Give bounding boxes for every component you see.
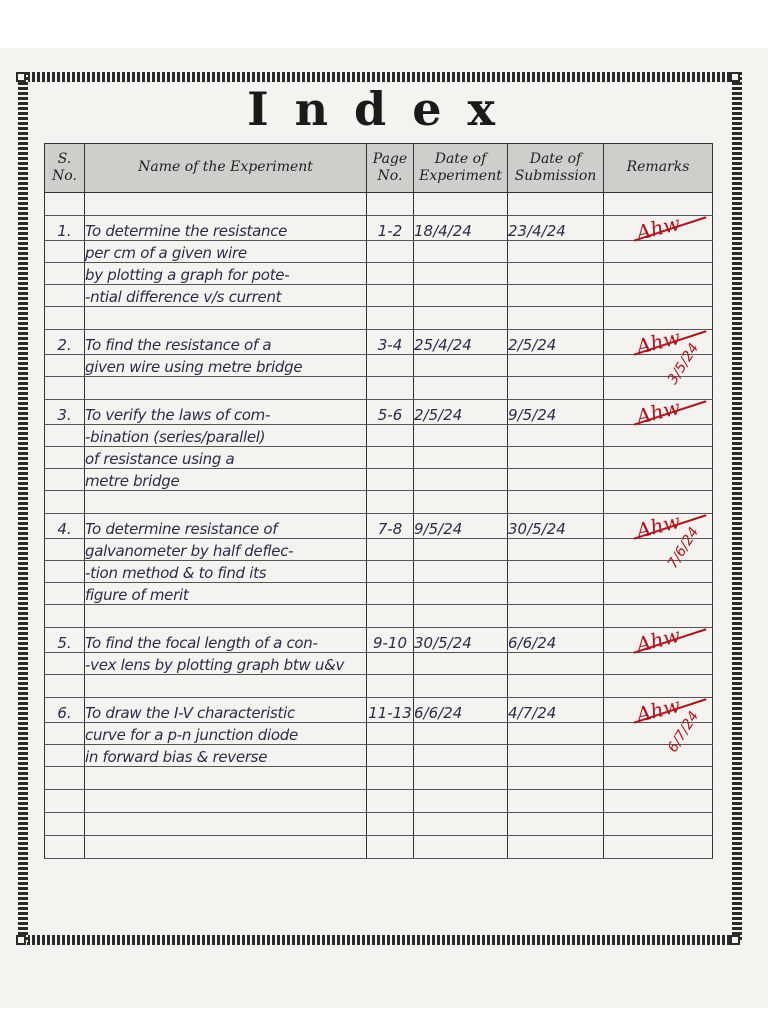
blank-cell: [508, 836, 604, 859]
blank-cell: [367, 377, 414, 400]
blank-cell: [604, 605, 713, 628]
sno-cell: [45, 285, 85, 307]
signature-date: 6/7/24: [664, 708, 703, 756]
blank-cell: [367, 193, 414, 216]
date-of-experiment-cell: [414, 653, 508, 675]
date-of-experiment-cell: [414, 539, 508, 561]
blank-cell: [367, 491, 414, 514]
table-row: [45, 469, 713, 491]
blank-cell: [604, 193, 713, 216]
table-row: [45, 400, 713, 425]
blank-cell: [414, 307, 508, 330]
sno-cell: [45, 723, 85, 745]
remarks-cell: [604, 241, 713, 263]
date-of-experiment-cell: 18/4/24: [414, 216, 508, 241]
date-of-submission-cell: [508, 539, 604, 561]
sno-cell: 1.: [45, 216, 85, 241]
experiment-name-line: in forward bias & reverse: [85, 745, 367, 767]
date-of-experiment-cell: [414, 355, 508, 377]
date-of-experiment-cell: 2/5/24: [414, 400, 508, 425]
date-of-experiment-cell: [414, 583, 508, 605]
date-of-submission-cell: [508, 723, 604, 745]
experiment-name-line: To draw the I-V characteristic: [85, 698, 367, 723]
experiment-name-line: To find the focal length of a con-: [85, 628, 367, 653]
date-of-experiment-cell: 25/4/24: [414, 330, 508, 355]
experiment-name-line: galvanometer by half deflec-: [85, 539, 367, 561]
sno-cell: [45, 653, 85, 675]
experiment-name-line: To verify the laws of com-: [85, 400, 367, 425]
blank-cell: [414, 605, 508, 628]
blank-cell: [85, 790, 367, 813]
teacher-signature: Ahw: [633, 622, 683, 658]
date-of-submission-cell: [508, 355, 604, 377]
remarks-cell: [604, 745, 713, 767]
sno-cell: 6.: [45, 698, 85, 723]
date-of-experiment-cell: [414, 447, 508, 469]
blank-row: [45, 377, 713, 400]
date-of-submission-cell: 23/4/24: [508, 216, 604, 241]
page-number-cell: [367, 539, 414, 561]
blank-cell: [45, 377, 85, 400]
date-of-submission-cell: 9/5/24: [508, 400, 604, 425]
date-of-experiment-cell: 9/5/24: [414, 514, 508, 539]
blank-cell: [508, 491, 604, 514]
remarks-cell: [604, 210, 713, 246]
teacher-signature: Ahw: [633, 692, 683, 728]
page-number-cell: [367, 723, 414, 745]
date-of-submission-cell: [508, 263, 604, 285]
table-row: [45, 285, 713, 307]
table-row: [45, 263, 713, 285]
remarks-cell: [604, 692, 713, 756]
blank-cell: [414, 377, 508, 400]
header-sno: S. No.: [45, 144, 85, 193]
date-of-submission-cell: [508, 447, 604, 469]
blank-cell: [367, 813, 414, 836]
border-corner-bottom-left: [16, 935, 26, 945]
date-of-submission-cell: [508, 241, 604, 263]
date-of-submission-cell: 4/7/24: [508, 698, 604, 723]
experiment-name-line: figure of merit: [85, 583, 367, 605]
sno-cell: [45, 539, 85, 561]
teacher-signature: Ahw: [633, 508, 683, 544]
blank-cell: [367, 307, 414, 330]
page-number-cell: [367, 447, 414, 469]
border-corner-top-right: [730, 72, 740, 82]
sno-cell: [45, 745, 85, 767]
date-of-experiment-cell: [414, 469, 508, 491]
blank-cell: [85, 813, 367, 836]
remarks-cell: [604, 469, 713, 491]
experiment-name-line: To find the resistance of a: [85, 330, 367, 355]
page-title: Index: [247, 82, 521, 136]
table-row: [45, 723, 713, 745]
blank-cell: [367, 675, 414, 698]
date-of-submission-cell: 6/6/24: [508, 628, 604, 653]
blank-cell: [414, 491, 508, 514]
header-page: Page No.: [367, 144, 414, 193]
blank-cell: [85, 605, 367, 628]
blank-row: [45, 767, 713, 790]
date-of-submission-cell: [508, 561, 604, 583]
blank-cell: [45, 836, 85, 859]
table-row: [45, 583, 713, 605]
blank-cell: [508, 377, 604, 400]
blank-cell: [85, 675, 367, 698]
blank-cell: [604, 836, 713, 859]
blank-cell: [508, 193, 604, 216]
blank-row: [45, 813, 713, 836]
date-of-submission-cell: [508, 469, 604, 491]
table-row: [45, 514, 713, 539]
teacher-signature: Ahw: [633, 324, 683, 360]
blank-row: [45, 605, 713, 628]
blank-cell: [604, 307, 713, 330]
experiment-name-line: -ntial difference v/s current: [85, 285, 367, 307]
signature-date: 7/6/24: [664, 524, 703, 572]
table-row: [45, 447, 713, 469]
date-of-experiment-cell: [414, 285, 508, 307]
blank-cell: [367, 790, 414, 813]
sno-cell: 5.: [45, 628, 85, 653]
decorative-border-left: [18, 72, 28, 942]
page-number-cell: [367, 561, 414, 583]
remarks-cell: [604, 285, 713, 307]
blank-cell: [508, 307, 604, 330]
teacher-signature: Ahw: [633, 210, 683, 246]
sno-cell: [45, 583, 85, 605]
experiment-name-line: To determine resistance of: [85, 514, 367, 539]
page-number-cell: 11-13: [367, 698, 414, 723]
page-number-cell: [367, 355, 414, 377]
remarks-cell: [604, 508, 713, 572]
table-row: [45, 539, 713, 561]
blank-cell: [85, 193, 367, 216]
blank-cell: [85, 836, 367, 859]
sno-cell: [45, 561, 85, 583]
remarks-cell: [604, 394, 713, 430]
index-table: [44, 143, 713, 859]
date-of-experiment-cell: 6/6/24: [414, 698, 508, 723]
experiment-name-line: -bination (series/parallel): [85, 425, 367, 447]
remarks-cell: [604, 263, 713, 285]
sno-cell: [45, 241, 85, 263]
table-row: [45, 216, 713, 241]
page-number-cell: 1-2: [367, 216, 414, 241]
blank-cell: [414, 790, 508, 813]
date-of-submission-cell: 30/5/24: [508, 514, 604, 539]
sno-cell: [45, 447, 85, 469]
blank-cell: [367, 605, 414, 628]
blank-cell: [45, 790, 85, 813]
table-body: [45, 193, 713, 859]
table-row: [45, 330, 713, 355]
experiment-name-line: by plotting a graph for pote-: [85, 263, 367, 285]
table-row: [45, 355, 713, 377]
header-remarks: Remarks: [604, 144, 713, 193]
blank-cell: [604, 790, 713, 813]
remarks-cell: [604, 622, 713, 658]
blank-row: [45, 675, 713, 698]
blank-cell: [604, 491, 713, 514]
experiment-name-line: -tion method & to find its: [85, 561, 367, 583]
page-number-cell: [367, 285, 414, 307]
remarks-cell: [604, 561, 713, 583]
blank-row: [45, 193, 713, 216]
blank-cell: [508, 767, 604, 790]
page-number-cell: [367, 263, 414, 285]
blank-cell: [85, 307, 367, 330]
page-number-cell: 7-8: [367, 514, 414, 539]
blank-cell: [414, 767, 508, 790]
blank-row: [45, 307, 713, 330]
table-row: [45, 561, 713, 583]
blank-cell: [45, 767, 85, 790]
blank-cell: [45, 605, 85, 628]
experiment-name-line: curve for a p-n junction diode: [85, 723, 367, 745]
page-number-cell: [367, 241, 414, 263]
experiment-name-line: metre bridge: [85, 469, 367, 491]
blank-cell: [45, 491, 85, 514]
experiment-name-line: -vex lens by plotting graph btw u&v: [85, 653, 367, 675]
border-corner-top-left: [16, 72, 26, 82]
border-corner-bottom-right: [730, 935, 740, 945]
remarks-cell: [604, 583, 713, 605]
experiment-name-line: per cm of a given wire: [85, 241, 367, 263]
date-of-experiment-cell: 30/5/24: [414, 628, 508, 653]
blank-row: [45, 836, 713, 859]
date-of-experiment-cell: [414, 425, 508, 447]
header-date-submission: Date of Submission: [508, 144, 604, 193]
date-of-submission-cell: [508, 745, 604, 767]
experiment-name-line: of resistance using a: [85, 447, 367, 469]
blank-row: [45, 491, 713, 514]
teacher-signature: Ahw: [633, 394, 683, 430]
page-number-cell: 3-4: [367, 330, 414, 355]
page-number-cell: [367, 653, 414, 675]
blank-cell: [45, 675, 85, 698]
blank-cell: [414, 813, 508, 836]
remarks-cell: [604, 425, 713, 447]
remarks-cell: [604, 723, 713, 745]
remarks-cell: [604, 324, 713, 388]
date-of-experiment-cell: [414, 561, 508, 583]
blank-cell: [414, 193, 508, 216]
sno-cell: 3.: [45, 400, 85, 425]
header-date-experiment: Date of Experiment: [414, 144, 508, 193]
date-of-experiment-cell: [414, 745, 508, 767]
sno-cell: [45, 469, 85, 491]
blank-row: [45, 790, 713, 813]
header-name: Name of the Experiment: [85, 144, 367, 193]
remarks-cell: [604, 653, 713, 675]
date-of-submission-cell: [508, 583, 604, 605]
blank-cell: [45, 307, 85, 330]
remarks-cell: [604, 447, 713, 469]
page-number-cell: [367, 425, 414, 447]
sno-cell: [45, 263, 85, 285]
sno-cell: [45, 425, 85, 447]
decorative-border-right: [732, 72, 742, 942]
sno-cell: 2.: [45, 330, 85, 355]
page-number-cell: 5-6: [367, 400, 414, 425]
blank-cell: [414, 675, 508, 698]
table-row: [45, 653, 713, 675]
table-row: [45, 425, 713, 447]
decorative-border-top: [22, 72, 734, 82]
date-of-experiment-cell: [414, 241, 508, 263]
date-of-submission-cell: [508, 425, 604, 447]
signature-date: 3/5/24: [664, 340, 703, 388]
table-row: [45, 745, 713, 767]
sno-cell: 4.: [45, 514, 85, 539]
page-number-cell: [367, 469, 414, 491]
page-number-cell: [367, 745, 414, 767]
blank-cell: [367, 836, 414, 859]
blank-cell: [508, 790, 604, 813]
sno-cell: [45, 355, 85, 377]
table-row: [45, 628, 713, 653]
blank-cell: [604, 813, 713, 836]
date-of-experiment-cell: [414, 723, 508, 745]
date-of-submission-cell: [508, 653, 604, 675]
date-of-submission-cell: 2/5/24: [508, 330, 604, 355]
decorative-border-bottom: [22, 935, 734, 945]
experiment-name-line: To determine the resistance: [85, 216, 367, 241]
page-number-cell: 9-10: [367, 628, 414, 653]
table-row: [45, 241, 713, 263]
page-number-cell: [367, 583, 414, 605]
blank-cell: [508, 605, 604, 628]
blank-cell: [508, 813, 604, 836]
table-header-row: [45, 144, 713, 193]
blank-cell: [604, 767, 713, 790]
blank-cell: [85, 767, 367, 790]
date-of-experiment-cell: [414, 263, 508, 285]
date-of-submission-cell: [508, 285, 604, 307]
blank-cell: [367, 767, 414, 790]
blank-cell: [85, 377, 367, 400]
blank-cell: [45, 193, 85, 216]
table-row: [45, 698, 713, 723]
blank-cell: [508, 675, 604, 698]
remarks-cell: [604, 355, 713, 377]
blank-cell: [414, 836, 508, 859]
blank-cell: [604, 377, 713, 400]
blank-cell: [85, 491, 367, 514]
experiment-name-line: given wire using metre bridge: [85, 355, 367, 377]
blank-cell: [45, 813, 85, 836]
remarks-cell: [604, 539, 713, 561]
blank-cell: [604, 675, 713, 698]
